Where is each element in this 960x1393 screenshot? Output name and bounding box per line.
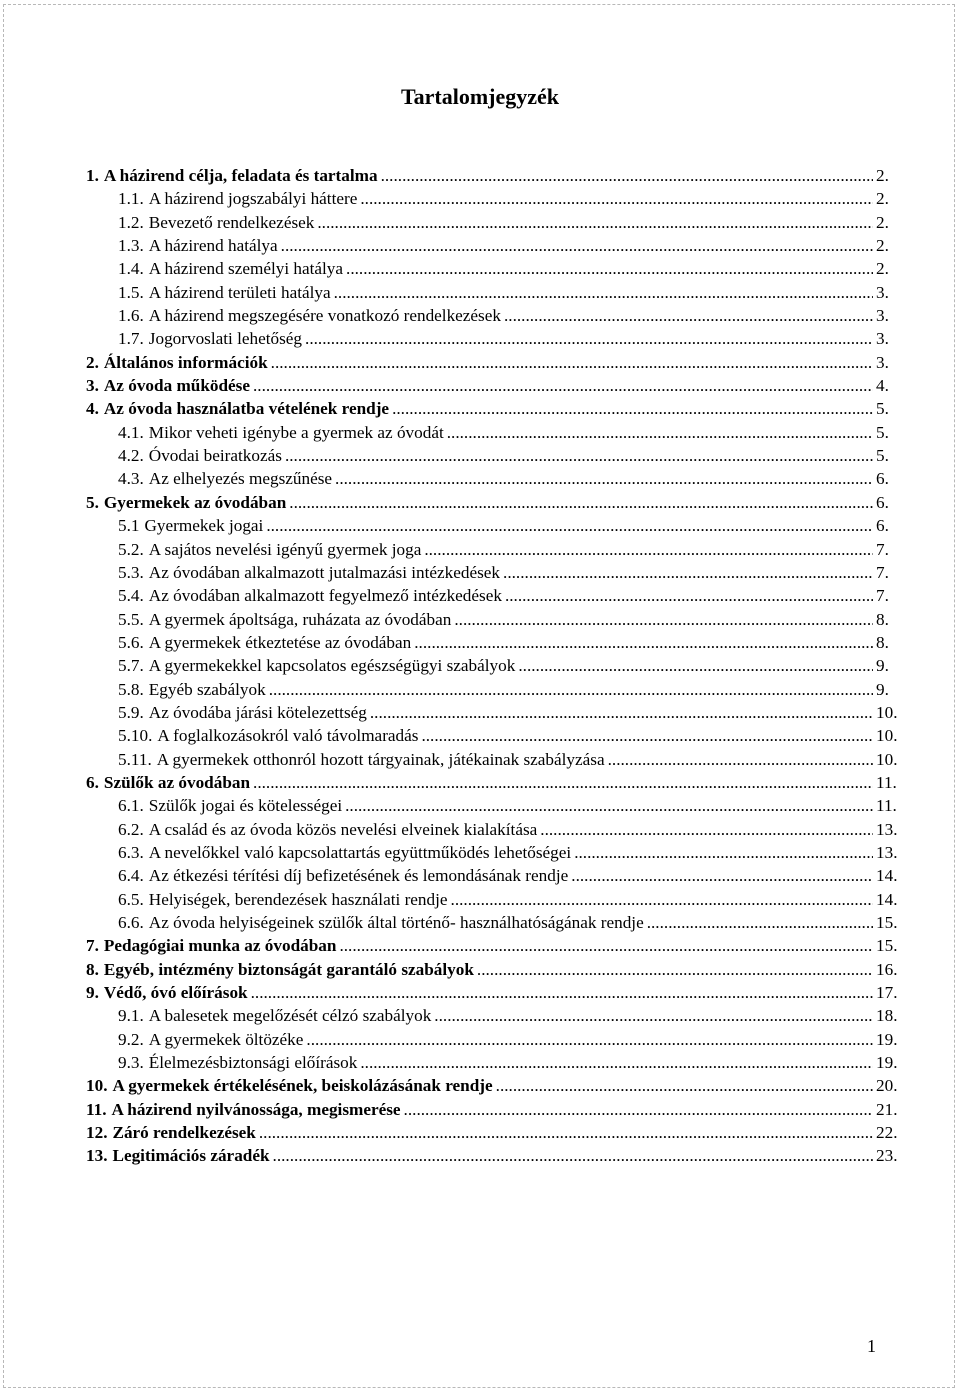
toc-entry-title: A gyermekek öltözéke: [148, 1029, 304, 1049]
toc-entry-number: 4.1.: [118, 422, 144, 442]
toc-entry[interactable]: [86, 584, 902, 607]
toc-entry[interactable]: [86, 841, 902, 864]
toc-entry-number: 1.2.: [118, 212, 144, 232]
toc-entry-title: A gyermekek étkeztetése az óvodában: [148, 632, 412, 652]
toc-entry-title: A foglalkozásokról való távolmaradás: [157, 726, 419, 746]
toc-entry-number: 6.: [86, 772, 99, 792]
toc-entry-page: 3.: [876, 282, 889, 302]
toc-entry-title: A gyermekek értékelésének, beiskolázásának rendje: [112, 1076, 493, 1096]
toc-entry-page: 16.: [876, 959, 898, 979]
toc-entry-page: 2.: [876, 236, 889, 256]
toc-entry-number: 13.: [86, 1146, 108, 1166]
toc-entry-title: Bevezető rendelkezések: [148, 212, 315, 232]
toc-entry[interactable]: [86, 327, 902, 350]
toc-dot-leader: [447, 421, 873, 444]
toc-entry-number: 9.2.: [118, 1029, 144, 1049]
toc-dot-leader: [271, 351, 873, 374]
toc-entry[interactable]: [86, 981, 902, 1004]
toc-dot-leader: [273, 1144, 873, 1167]
toc-entry-title: Jogorvoslati lehetőség: [148, 329, 303, 349]
toc-entry-title: A házirend területi hatálya: [148, 282, 331, 302]
toc-dot-leader: [251, 981, 873, 1004]
toc-entry[interactable]: [86, 1028, 902, 1051]
toc-entry-title: Az elhelyezés megszűnése: [148, 469, 333, 489]
toc-dot-leader: [434, 1004, 873, 1027]
toc-entry-number: 1.4.: [118, 259, 144, 279]
toc-entry-number: 11.: [86, 1099, 107, 1119]
toc-dot-leader: [285, 444, 873, 467]
toc-entry-page: 3.: [876, 329, 889, 349]
toc-dot-leader: [571, 864, 873, 887]
toc-entry[interactable]: [86, 1004, 902, 1027]
toc-entry-title: A nevelőkkel való kapcsolattartás együttműködés lehetőségei: [148, 842, 572, 862]
toc-entry-page: 6.: [876, 492, 889, 512]
toc-entry[interactable]: [86, 678, 902, 701]
toc-entry[interactable]: [86, 608, 902, 631]
toc-entry[interactable]: [86, 864, 902, 887]
toc-entry[interactable]: [86, 1144, 902, 1167]
toc-entry-page: 19.: [876, 1053, 898, 1073]
toc-entry-page: 5.: [876, 399, 889, 419]
toc-entry[interactable]: [86, 187, 902, 210]
toc-entry-number: 1.3.: [118, 236, 144, 256]
toc-entry[interactable]: [86, 164, 902, 187]
toc-entry-page: 14.: [876, 889, 898, 909]
toc-entry[interactable]: [86, 1121, 902, 1144]
toc-entry-number: 2.: [86, 352, 99, 372]
toc-entry-number: 6.3.: [118, 842, 144, 862]
toc-dot-leader: [574, 841, 873, 864]
toc-entry[interactable]: [86, 1051, 902, 1074]
toc-entry-page: 22.: [876, 1123, 898, 1143]
toc-dot-leader: [454, 608, 873, 631]
toc-entry-page: 2.: [876, 212, 889, 232]
toc-entry-number: 1.: [86, 166, 99, 185]
toc-entry-title: Mikor veheti igénybe a gyermek az óvodát: [148, 422, 444, 442]
toc-entry-title: Az óvodában alkalmazott fegyelmező intézkedések: [148, 586, 502, 606]
toc-dot-leader: [335, 467, 873, 490]
toc-entry-page: 7.: [876, 539, 889, 559]
toc-entry[interactable]: [86, 351, 902, 374]
toc-entry-title: Szülők jogai és kötelességei: [148, 796, 343, 816]
toc-entry[interactable]: [86, 538, 902, 561]
toc-entry-page: 9.: [876, 679, 889, 699]
toc-entry-title: Egyéb, intézmény biztonságát garantáló szabályok: [103, 959, 474, 979]
toc-entry[interactable]: [86, 467, 902, 490]
toc-entry[interactable]: [86, 421, 902, 444]
toc-entry-title: Az óvodában alkalmazott jutalmazási intézkedések: [148, 562, 501, 582]
toc-entry[interactable]: [86, 888, 902, 911]
toc-entry-page: 15.: [876, 936, 898, 956]
toc-dot-leader: [269, 678, 873, 701]
toc-entry-page: 21.: [876, 1099, 898, 1119]
toc-entry-page: 5.: [876, 422, 889, 442]
toc-entry-number: 4.3.: [118, 469, 144, 489]
toc-dot-leader: [334, 281, 873, 304]
toc-entry-number: 5.6.: [118, 632, 144, 652]
toc-dot-leader: [477, 958, 873, 981]
toc-entry-number: 5.11.: [118, 749, 152, 769]
toc-entry[interactable]: [86, 818, 902, 841]
toc-entry-number: 5.7.: [118, 656, 144, 676]
toc-entry-number: 8.: [86, 959, 99, 979]
toc-entry[interactable]: [86, 234, 902, 257]
toc-entry-page: 6.: [876, 516, 889, 536]
toc-entry-title: A házirend nyilvánossága, megismerése: [111, 1099, 401, 1119]
toc-entry-page: 8.: [876, 609, 889, 629]
toc-entry[interactable]: [86, 374, 902, 397]
table-of-contents: [86, 164, 902, 1168]
toc-entry-title: A gyermekek otthonról hozott tárgyainak, játékainak szabályzása: [156, 749, 605, 769]
toc-entry-title: Az óvoda helyiségeinek szülők által történő- használhatóságának rendje: [148, 913, 644, 932]
toc-dot-leader: [259, 1121, 873, 1144]
toc-entry-number: 1.6.: [118, 306, 144, 326]
toc-dot-leader: [504, 304, 873, 327]
toc-entry[interactable]: [86, 958, 902, 981]
toc-entry-title: Az óvodába járási kötelezettség: [148, 702, 367, 722]
toc-entry-number: 1.7.: [118, 329, 144, 349]
toc-entry-page: 4.: [876, 376, 889, 396]
toc-entry-page: 15.: [876, 913, 898, 932]
toc-entry-title: Gyermekek az óvodában: [103, 492, 287, 512]
toc-entry-number: 6.6.: [118, 913, 144, 932]
toc-entry-number: 6.5.: [118, 889, 144, 909]
toc-entry-page: 10.: [876, 749, 898, 769]
toc-entry-number: 1.1.: [118, 189, 144, 209]
toc-dot-leader: [381, 164, 873, 187]
toc-entry-page: 8.: [876, 632, 889, 652]
toc-dot-leader: [518, 654, 873, 677]
toc-dot-leader: [266, 514, 873, 537]
toc-dot-leader: [253, 771, 873, 794]
toc-entry-page: 7.: [876, 562, 889, 582]
toc-entry[interactable]: [86, 514, 902, 537]
toc-entry-number: 5.2.: [118, 539, 144, 559]
toc-entry-page: 3.: [876, 352, 889, 372]
toc-entry-title: Az óvoda használatba vételének rendje: [103, 399, 390, 419]
toc-entry[interactable]: [86, 911, 902, 934]
toc-dot-leader: [505, 584, 873, 607]
toc-entry-title: Legitimációs záradék: [112, 1146, 270, 1166]
toc-entry-number: 9.1.: [118, 1006, 144, 1026]
toc-entry-number: 5.9.: [118, 702, 144, 722]
toc-entry-title: A sajátos nevelési igényű gyermek joga: [148, 539, 422, 559]
toc-entry-page: 5.: [876, 446, 889, 466]
toc-entry-number: 5.10.: [118, 726, 153, 746]
toc-entry-page: 19.: [876, 1029, 898, 1049]
toc-entry[interactable]: [86, 1098, 902, 1121]
toc-entry-number: 4.2.: [118, 446, 144, 466]
toc-entry-number: 5.5.: [118, 609, 144, 629]
toc-entry-title: Gyermekek jogai: [144, 516, 264, 536]
toc-dot-leader: [392, 397, 873, 420]
toc-entry-number: 5.: [86, 492, 99, 512]
toc-entry-number: 6.1.: [118, 796, 144, 816]
toc-dot-leader: [317, 211, 873, 234]
toc-dot-leader: [305, 327, 873, 350]
toc-dot-leader: [414, 631, 873, 654]
toc-dot-leader: [306, 1028, 873, 1051]
toc-entry[interactable]: [86, 631, 902, 654]
toc-entry-title: Általános információk: [103, 352, 268, 372]
toc-entry[interactable]: [86, 771, 902, 794]
toc-entry-title: A házirend személyi hatálya: [148, 259, 344, 279]
toc-entry-title: Egyéb szabályok: [148, 679, 266, 699]
toc-entry-page: 13.: [876, 842, 898, 862]
toc-dot-leader: [404, 1098, 873, 1121]
toc-entry-page: 17.: [876, 983, 898, 1003]
toc-entry[interactable]: [86, 794, 902, 817]
toc-entry[interactable]: [86, 281, 902, 304]
toc-entry-title: A balesetek megelőzését célzó szabályok: [148, 1006, 432, 1026]
toc-dot-leader: [647, 911, 873, 934]
toc-entry-title: Védő, óvó előírások: [103, 983, 248, 1003]
toc-entry-number: 9.: [86, 983, 99, 1003]
toc-entry-number: 7.: [86, 936, 99, 956]
toc-entry[interactable]: [86, 934, 902, 957]
toc-entry-title: A gyermekekkel kapcsolatos egészségügyi szabályok: [148, 656, 516, 676]
toc-entry[interactable]: [86, 304, 902, 327]
toc-entry-page: 20.: [876, 1076, 898, 1096]
toc-entry-number: 6.4.: [118, 866, 144, 886]
toc-entry-page: 13.: [876, 819, 898, 839]
toc-dot-leader: [503, 561, 873, 584]
toc-dot-leader: [346, 257, 873, 280]
toc-entry-number: 5.1: [118, 516, 140, 536]
toc-entry-title: Szülők az óvodában: [103, 772, 251, 792]
toc-dot-leader: [360, 187, 873, 210]
toc-entry-number: 10.: [86, 1076, 108, 1096]
toc-entry-page: 2.: [876, 189, 889, 209]
toc-entry-title: A házirend jogszabályi háttere: [148, 189, 358, 209]
toc-entry-number: 4.: [86, 399, 99, 419]
page-number: 1: [867, 1336, 876, 1356]
toc-entry-page: 10.: [876, 702, 898, 722]
toc-entry-number: 5.4.: [118, 586, 144, 606]
toc-entry[interactable]: [86, 748, 902, 771]
toc-entry-number: 9.3.: [118, 1053, 144, 1073]
toc-entry[interactable]: [86, 701, 902, 724]
toc-dot-leader: [451, 888, 873, 911]
toc-entry-title: A házirend megszegésére vonatkozó rendelkezések: [148, 306, 501, 326]
toc-entry-number: 6.2.: [118, 819, 144, 839]
toc-dot-leader: [289, 491, 873, 514]
toc-dot-leader: [421, 724, 873, 747]
toc-dot-leader: [345, 794, 873, 817]
toc-entry-page: 18.: [876, 1006, 898, 1026]
toc-entry-title: Pedagógiai munka az óvodában: [103, 936, 337, 956]
page-title: Tartalomjegyzék: [400, 84, 560, 109]
toc-entry[interactable]: [86, 257, 902, 280]
toc-entry-title: Az étkezési térítési díj befizetésének és lemondásának rendje: [148, 866, 569, 886]
toc-entry-page: 2.: [876, 166, 889, 185]
toc-entry[interactable]: [86, 397, 902, 420]
toc-entry-page: 23.: [876, 1146, 898, 1166]
toc-entry-number: 3.: [86, 376, 99, 396]
toc-entry-page: 7.: [876, 586, 889, 606]
toc-dot-leader: [608, 748, 873, 771]
toc-entry-page: 6.: [876, 469, 889, 489]
toc-entry[interactable]: [86, 444, 902, 467]
toc-entry-title: A házirend hatálya: [148, 236, 278, 256]
toc-entry-title: A család és az óvoda közös nevelési elveinek kialakítása: [148, 819, 538, 839]
toc-dot-leader: [540, 818, 873, 841]
toc-entry[interactable]: [86, 724, 902, 747]
toc-entry-page: 10.: [876, 726, 898, 746]
toc-entry-page: 3.: [876, 306, 889, 326]
toc-entry-title: Helyiségek, berendezések használati rendje: [148, 889, 448, 909]
toc-entry-number: 1.5.: [118, 282, 144, 302]
toc-entry-page: 14.: [876, 866, 898, 886]
toc-entry-page: 11.: [876, 796, 897, 816]
toc-dot-leader: [424, 538, 873, 561]
toc-entry[interactable]: [86, 211, 902, 234]
toc-entry-page: 11.: [876, 772, 897, 792]
toc-entry-number: 5.8.: [118, 679, 144, 699]
toc-entry-title: Záró rendelkezések: [112, 1123, 256, 1143]
toc-entry-number: 12.: [86, 1123, 108, 1143]
toc-entry[interactable]: [86, 1074, 902, 1097]
toc-entry-title: Élelmezésbiztonsági előírások: [148, 1053, 358, 1073]
toc-entry-title: Az óvoda működése: [103, 376, 250, 396]
toc-dot-leader: [370, 701, 873, 724]
toc-entry[interactable]: [86, 561, 902, 584]
toc-entry[interactable]: [86, 491, 902, 514]
toc-entry-title: A gyermek ápoltsága, ruházata az óvodában: [148, 609, 452, 629]
toc-dot-leader: [339, 934, 873, 957]
toc-entry-title: A házirend célja, feladata és tartalma: [103, 166, 378, 185]
toc-dot-leader: [496, 1074, 873, 1097]
toc-entry-page: 2.: [876, 259, 889, 279]
toc-dot-leader: [360, 1051, 873, 1074]
toc-entry-title: Óvodai beiratkozás: [148, 446, 282, 466]
toc-entry-page: 9.: [876, 656, 889, 676]
toc-entry[interactable]: [86, 654, 902, 677]
toc-entry-number: 5.3.: [118, 562, 144, 582]
toc-dot-leader: [253, 374, 873, 397]
toc-dot-leader: [281, 234, 873, 257]
